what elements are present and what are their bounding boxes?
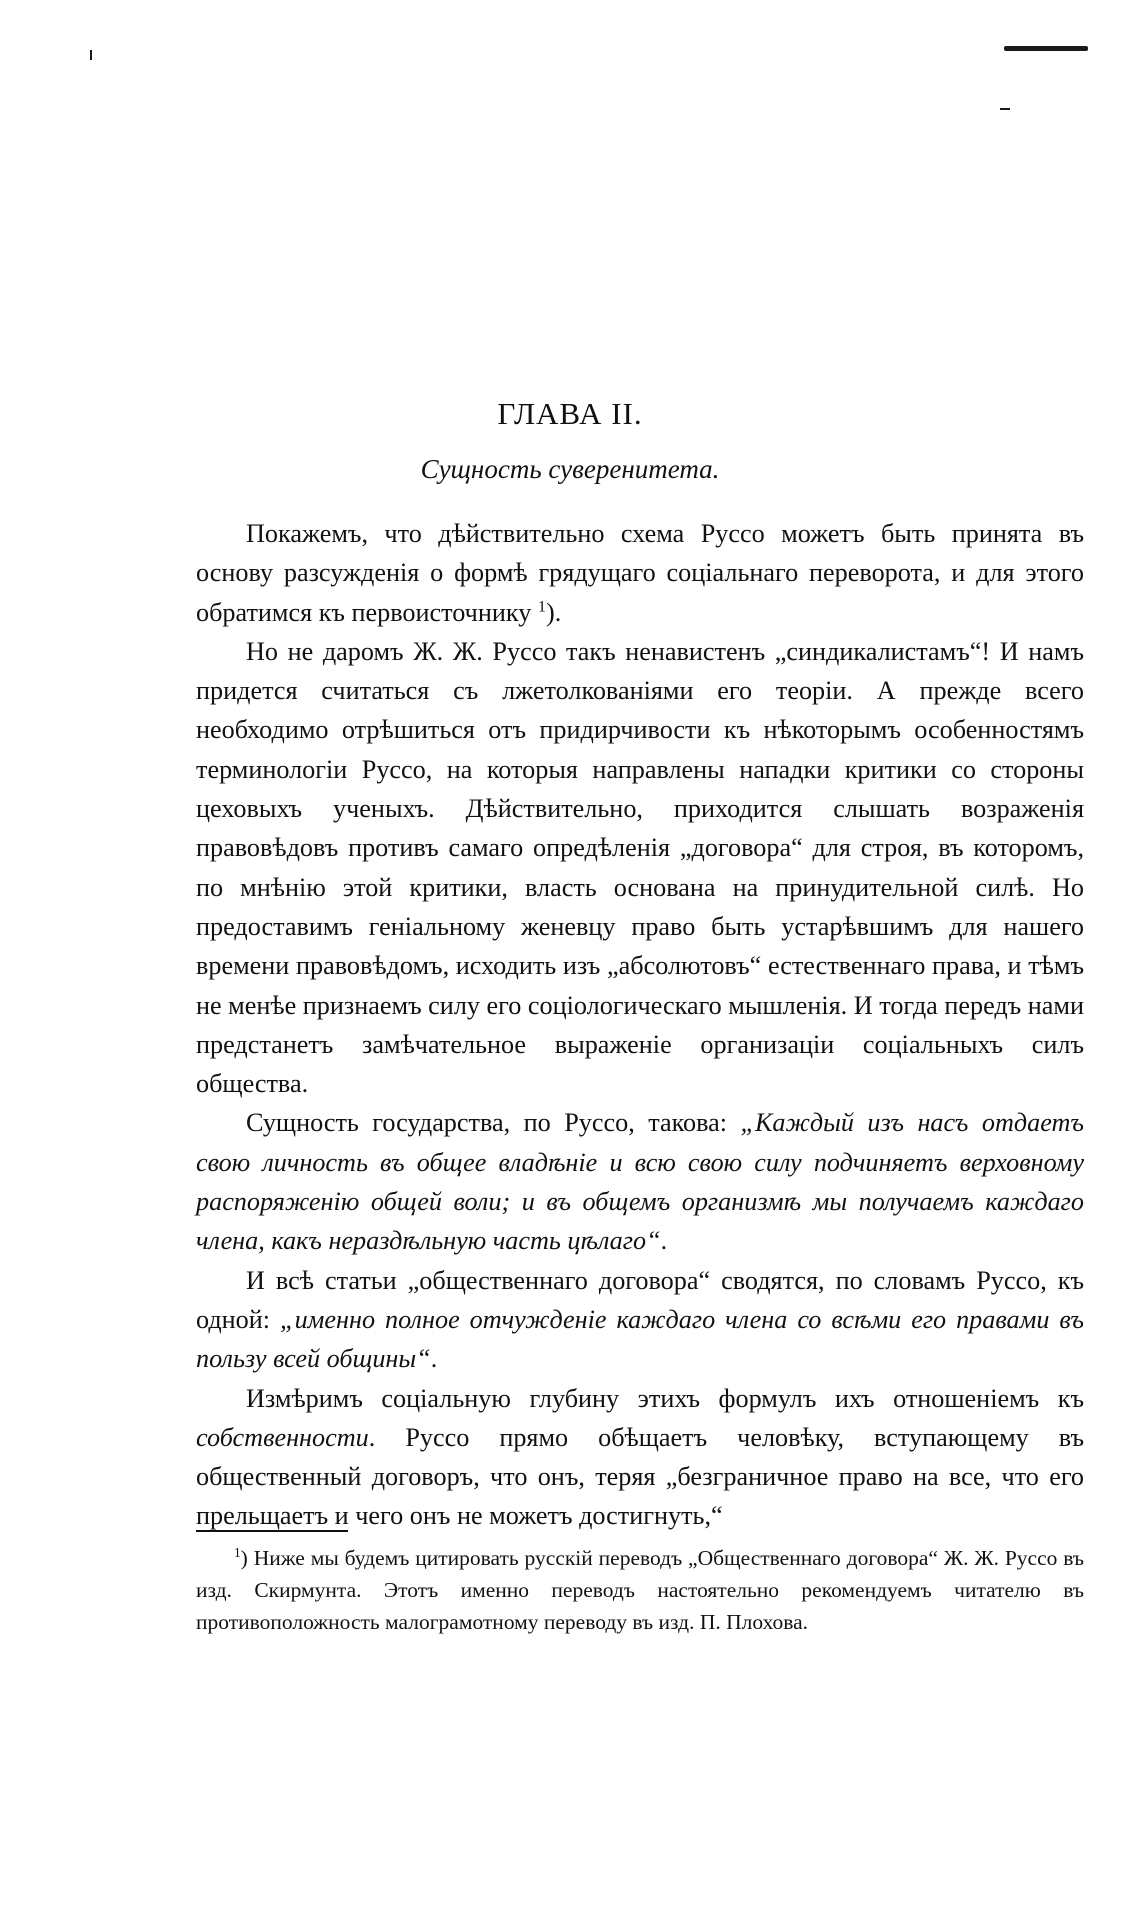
scan-artifact xyxy=(1004,46,1088,51)
paragraph-text: И всѣ статьи „общественнаго договора“ сводятся, по словамъ Руссо, къ одной: xyxy=(196,1265,1084,1334)
scan-artifact xyxy=(1000,108,1010,110)
quotation: „Каждый изъ насъ отдаетъ свою личность въ общее владѣніе и всю свою силу подчиняетъ верховному распоряженію общей воли; и въ общемъ организмѣ мы получаемъ каждаго члена, какъ нераздѣльную часть цѣлаго“ xyxy=(196,1108,1084,1256)
footnote-ref: 1 xyxy=(537,596,546,615)
paragraph-text: Но не даромъ Ж. Ж. Руссо такъ ненавистенъ „синдикалистамъ“! И намъ придется считаться съ лжетолкованіями его теоріи. А прежде всего необходимо отрѣшиться отъ придирчивости къ нѣкоторымъ особенностямъ терминологіи Руссо, на которыя направлены нападки критики со стороны цеховыхъ ученыхъ. Дѣйствительно, приходится слышать возраженія правовѣдовъ противъ самаго опредѣленія „договора“ для строя, въ которомъ, по мнѣнію этой критики, власть основана на принудительной силѣ. Но предоставимъ геніальному женевцу право быть устарѣвшимъ для нашего времени правовѣдомъ, исходить изъ „абсолютовъ“ естественнаго права, и тѣмъ не менѣе признаемъ силу его соціологическаго мышленія. И тогда передъ нами предстанетъ замѣчательное выраженіе организаціи соціальныхъ силъ общества. xyxy=(196,636,1084,1099)
scan-artifact xyxy=(90,50,92,60)
paragraph-text: . xyxy=(430,1344,438,1374)
paragraph xyxy=(196,1379,1084,1536)
chapter-title: ГЛАВА II. xyxy=(497,396,643,431)
paragraph-text: . Руссо прямо обѣщаетъ человѣку, вступающему въ общественный договоръ, что онъ, теряя „безграничное право на все, что его прельщаетъ и чего онъ не можетъ достигнуть,“ xyxy=(196,1422,1084,1531)
paragraph-text: Сущность государства, по Руссо, такова: xyxy=(246,1108,741,1138)
paragraph xyxy=(196,1261,1084,1379)
paragraph xyxy=(196,632,1084,1104)
paragraph-text: Измѣримъ соціальную глубину этихъ формулъ ихъ отношеніемъ къ xyxy=(246,1383,1084,1413)
footnote xyxy=(196,1542,1084,1638)
paragraph-text: . xyxy=(660,1226,668,1256)
paragraph-text: Покажемъ, что дѣйствительно схема Руссо можетъ быть принята въ основу разсужденія о формѣ грядущаго соціальнаго переворота, и для этого обратимся къ первоисточнику xyxy=(196,519,1084,627)
footnote-text: ) Ниже мы будемъ цитировать русскій переводъ „Общественнаго договора“ Ж. Ж. Руссо въ изд. Скирмунта. Этотъ именно переводъ настоятельно рекомендуемъ читателю въ противоположность малограмотному переводу въ изд. П. Плохова. xyxy=(196,1546,1084,1634)
footnote-divider xyxy=(196,1530,348,1532)
footnote-number: 1 xyxy=(234,1544,241,1560)
quotation: „именно полное отчужденіе каждаго члена со всѣми его правами въ пользу всей общины“ xyxy=(196,1304,1084,1374)
emphasis: собственности xyxy=(196,1422,369,1452)
chapter-body xyxy=(196,514,1084,1536)
paragraph xyxy=(196,514,1084,632)
footnote-paragraph xyxy=(196,1542,1084,1638)
chapter-subtitle: Сущность суверенитета. xyxy=(420,454,720,484)
paragraph xyxy=(196,1103,1084,1260)
paragraph-text: ). xyxy=(546,597,562,627)
